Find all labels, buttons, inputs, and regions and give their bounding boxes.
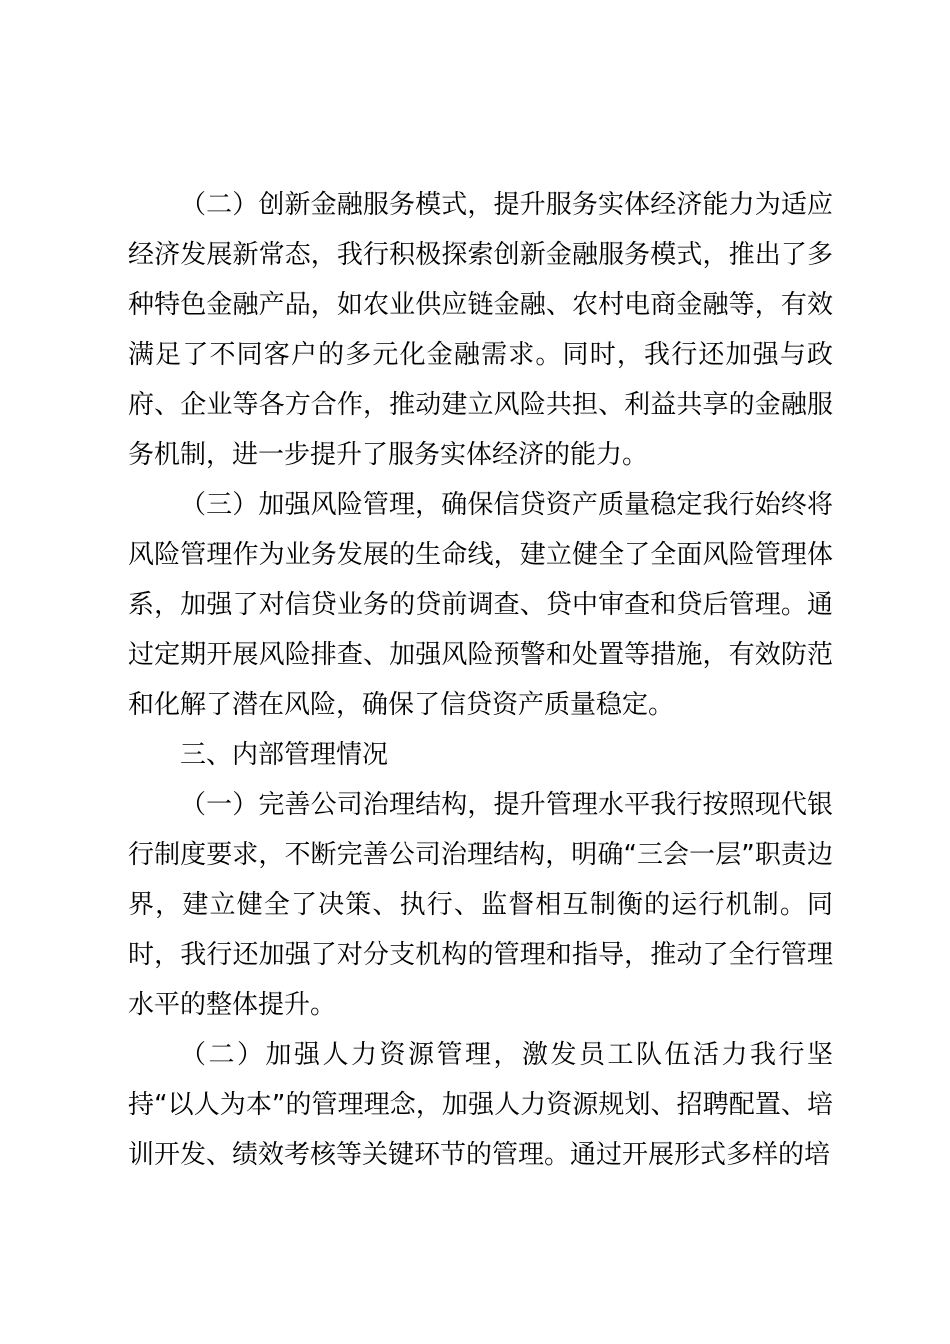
- paragraph-innovation-services: （二）创新金融服务模式，提升服务实体经济能力为适应经济发展新常态，我行积极探索创新金融服务模式，推出了多种特色金融产品，如农业供应链金融、农村电商金融等，有效满足了不同客户的多元化金融需求。同时，我行还加强与政府、企业等各方合作，推动建立风险共担、利益共享的金融服务机制，进一步提升了服务实体经济的能力。: [128, 190, 833, 470]
- section-heading-internal-management: 三、内部管理情况: [180, 740, 389, 770]
- document-body: [128, 180, 833, 1180]
- paragraph-risk-management: （三）加强风险管理，确保信贷资产质量稳定我行始终将风险管理作为业务发展的生命线，建立健全了全面风险管理体系，加强了对信贷业务的贷前调查、贷中审查和贷后管理。通过定期开展风险排查、加强风险预警和处置等措施，有效防范和化解了潜在风险，确保了信贷资产质量稳定。: [128, 490, 833, 720]
- paragraph-corporate-governance: （一）完善公司治理结构，提升管理水平我行按照现代银行制度要求，不断完善公司治理结构，明确“三会一层”职责边界，建立健全了决策、执行、监督相互制衡的运行机制。同时，我行还加强了对分支机构的管理和指导，推动了全行管理水平的整体提升。: [128, 790, 833, 1020]
- paragraph-human-resources: （二）加强人力资源管理，激发员工队伍活力我行坚持“以人为本”的管理理念，加强人力资源规划、招聘配置、培训开发、绩效考核等关键环节的管理。通过开展形式多样的培: [128, 1040, 833, 1170]
